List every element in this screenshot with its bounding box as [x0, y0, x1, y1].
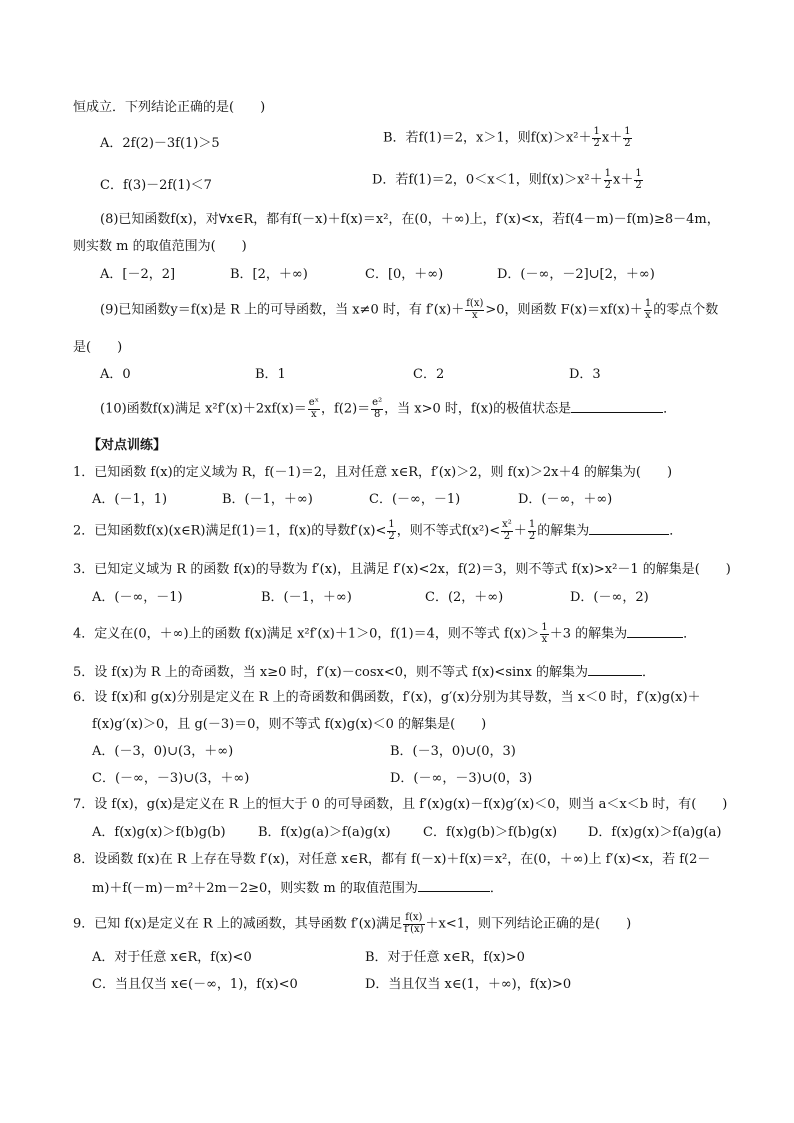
t9-option-a: A．对于任意 x∈R，f(x)<0	[92, 950, 252, 965]
t8-text: m)＋f(－m)－m²＋2m－2≥0，则实数 m 的取值范围为	[92, 881, 418, 896]
q10-stem	[100, 398, 676, 420]
t4-text-post: ＋3 的解集为	[549, 626, 628, 642]
fraction-half: $\frac{1}{2}$	[388, 519, 395, 542]
q8-option-d: D．(－∞，－2]∪[2，＋∞)	[497, 267, 655, 282]
q10-text: (10)函数f(x)满足 x²f′(x)＋2xf(x)＝	[100, 401, 307, 417]
t7-option-d: D．f(x)g(x)＞f(a)g(a)	[588, 825, 722, 840]
answer-blank[interactable]	[588, 664, 642, 676]
q7b-text-post: x＋	[601, 130, 623, 146]
section-heading: 【对点训练】	[88, 438, 167, 453]
q9-option-d: D．3	[569, 367, 601, 382]
t1-option-d: D．(－∞，＋∞)	[518, 492, 613, 507]
fraction-e2-over-8: $\frac{\text{e²}}{8}$	[372, 397, 383, 420]
q8-stem-line2: 则实数 m 的取值范围为( )	[73, 239, 247, 254]
q9-stem-line2: 是( )	[73, 340, 123, 355]
q8-stem-line1: (8)已知函数f(x)，对∀x∈R，都有f(－x)＋f(x)＝x²，在(0，＋∞)上，f′(x)<x，若f(4－m)－f(m)≥8－4m，	[100, 212, 720, 227]
q10-text-post: ，当 x>0 时，f(x)的极值状态是	[384, 401, 572, 417]
answer-blank[interactable]	[589, 523, 669, 535]
q10-text-mid: ，f(2)＝	[320, 401, 371, 417]
t2-text-post: 的解集为	[537, 523, 590, 539]
q7d-text: D．若f(1)＝2，0＜x＜1，则f(x)＞x²＋	[372, 172, 603, 188]
t7-option-b: B．f(x)g(a)＞f(a)g(x)	[258, 825, 391, 840]
t5-text: 5．设 f(x)为 R 上的奇函数，当 x≥0 时，f′(x)－cosx<0，则不等式 f(x)<sinx 的解集为	[73, 665, 588, 680]
q9-option-c: C．2	[413, 367, 445, 382]
answer-blank[interactable]	[418, 880, 490, 892]
t6-stem-line1: 6．设 f(x)和 g(x)分别是定义在 R 上的奇函数和偶函数，f′(x)，g′(x)分别为其导数，当 x＜0 时，f′(x)g(x)＋	[73, 690, 701, 705]
t5-stem	[73, 664, 655, 679]
t9-stem	[73, 913, 631, 935]
t6-option-c: C．(－∞，－3)∪(3，＋∞)	[92, 771, 250, 786]
q9-stem-line1	[100, 299, 718, 321]
t1-stem: 1．已知函数 f(x)的定义域为 R，f(－1)＝2，且对任意 x∈R，f′(x)＞2，则 f(x)＞2x＋4 的解集为( )	[73, 465, 673, 480]
t2-plus: ＋	[513, 523, 527, 539]
t6-stem-line2: f(x)g′(x)＞0，且 g(－3)＝0，则不等式 f(x)g(x)＜0 的解集是( )	[92, 717, 487, 732]
q7-option-c: C．f(3)－2f(1)＜7	[100, 178, 212, 193]
t1-option-c: C．(－∞，－1)	[369, 492, 461, 507]
fraction-1-over-x: $\frac{1}{x}$	[644, 298, 652, 321]
t9-text: 9．已知 f(x)是定义在 R 上的减函数，其导函数 f′(x)满足	[73, 916, 403, 932]
t3-option-c: C．(2，＋∞)	[425, 590, 504, 605]
q7-option-d	[372, 169, 644, 191]
t8-stem-line1: 8．设函数 f(x)在 R 上存在导数 f′(x)，对任意 x∈R，都有 f(－x)＋f(x)＝x²，在(0，＋∞)上 f′(x)<x，若 f(2－	[73, 852, 711, 867]
t7-option-c: C．f(x)g(b)＞f(b)g(x)	[423, 825, 558, 840]
t3-stem: 3．已知定义域为 R 的函数 f(x)的导数为 f′(x)，且满足 f′(x)<2x，f(2)＝3，则不等式 f(x)>x²－1 的解集是( )	[73, 562, 731, 577]
t7-option-a: A．f(x)g(x)＞f(b)g(b)	[92, 825, 226, 840]
fraction-half: $\frac{1}{2}$	[624, 126, 631, 149]
t2-stem	[73, 520, 682, 542]
fraction-half: $\frac{1}{2}$	[635, 168, 642, 191]
t6-option-b: B．(－3，0)∪(0，3)	[390, 744, 516, 759]
t9-text-post: ＋x<1，则下列结论正确的是( )	[425, 916, 632, 932]
t9-option-d: D．当且仅当 x∈(1，＋∞)，f(x)>0	[365, 977, 572, 992]
t9-option-b: B．对于任意 x∈R，f(x)>0	[365, 950, 525, 965]
t4-stem	[73, 623, 696, 645]
q7-stem-tail: 恒成立．下列结论正确的是( )	[73, 100, 266, 115]
q9-text: (9)已知函数y＝f(x)是 R 上的可导函数，当 x≠0 时，有 f′(x)＋	[100, 302, 465, 318]
fraction-ex-over-x: $\frac{\text{eˣ}}{x}$	[308, 397, 319, 420]
t6-option-a: A．(－3，0)∪(3，＋∞)	[92, 744, 234, 759]
answer-blank[interactable]	[627, 626, 683, 638]
q8-option-a: A．[－2，2]	[100, 267, 176, 282]
t8-stem-line2	[92, 880, 503, 895]
t2-text: 2．已知函数f(x)(x∈R)满足f(1)＝1，f(x)的导数f′(x)<	[73, 523, 387, 539]
fraction-x2-over-2: $\frac{\text{x²}}{2}$	[502, 519, 512, 542]
t5-end: ．	[642, 665, 656, 680]
fraction-half: $\frac{1}{2}$	[593, 126, 600, 149]
q7d-text-post: x＋	[613, 172, 634, 188]
answer-blank[interactable]	[571, 401, 663, 413]
fraction-fx-over-x: $\frac{f(x)}{x}$	[466, 298, 484, 321]
t1-option-b: B．(－1，＋∞)	[222, 492, 313, 507]
fraction-half: $\frac{1}{2}$	[528, 519, 536, 542]
t3-option-a: A．(－∞，－1)	[92, 590, 183, 605]
q9-text-post: 的零点个数	[653, 302, 719, 318]
t4-end: ．	[683, 626, 697, 642]
q9-option-b: B．1	[255, 367, 286, 382]
t1-option-a: A．(－1，1)	[92, 492, 168, 507]
t4-text: 4．定义在(0，＋∞)上的函数 f(x)满足 x²f′(x)＋1＞0，f(1)＝4，则不等式 f(x)＞	[73, 626, 540, 642]
t2-text-mid: ，则不等式f(x²)<	[396, 523, 501, 539]
q8-option-c: C．[0，＋∞)	[365, 267, 444, 282]
q7-option-a: A．2f(2)－3f(1)＞5	[100, 136, 220, 151]
t2-end: ．	[669, 523, 683, 539]
t9-option-c: C．当且仅当 x∈(－∞，1)，f(x)<0	[92, 977, 298, 992]
t7-stem: 7．设 f(x)，g(x)是定义在 R 上的恒大于 0 的可导函数，且 f′(x)g(x)－f(x)g′(x)＜0，则当 a＜x＜b 时，有( )	[73, 797, 728, 812]
t3-option-d: D．(－∞，2)	[570, 590, 649, 605]
q10-end: ．	[663, 401, 677, 417]
q9-option-a: A．0	[100, 367, 131, 382]
t6-option-d: D．(－∞，－3)∪(0，3)	[390, 771, 533, 786]
q7-option-b	[383, 127, 633, 149]
q7b-text: B．若f(1)＝2，x＞1，则f(x)＞x²＋	[383, 130, 592, 146]
t3-option-b: B．(－1，＋∞)	[261, 590, 352, 605]
q9-text-mid: >0，则函数 F(x)＝xf(x)＋	[485, 302, 643, 318]
fraction-half: $\frac{1}{2}$	[604, 168, 611, 191]
q8-option-b: B．[2，＋∞)	[230, 267, 308, 282]
fraction-f-over-fprime: $\frac{f(x)}{f'(x)}$	[404, 912, 424, 935]
t8-end: ．	[489, 881, 503, 896]
fraction-1-over-x: $\frac{1}{x}$	[541, 622, 548, 645]
